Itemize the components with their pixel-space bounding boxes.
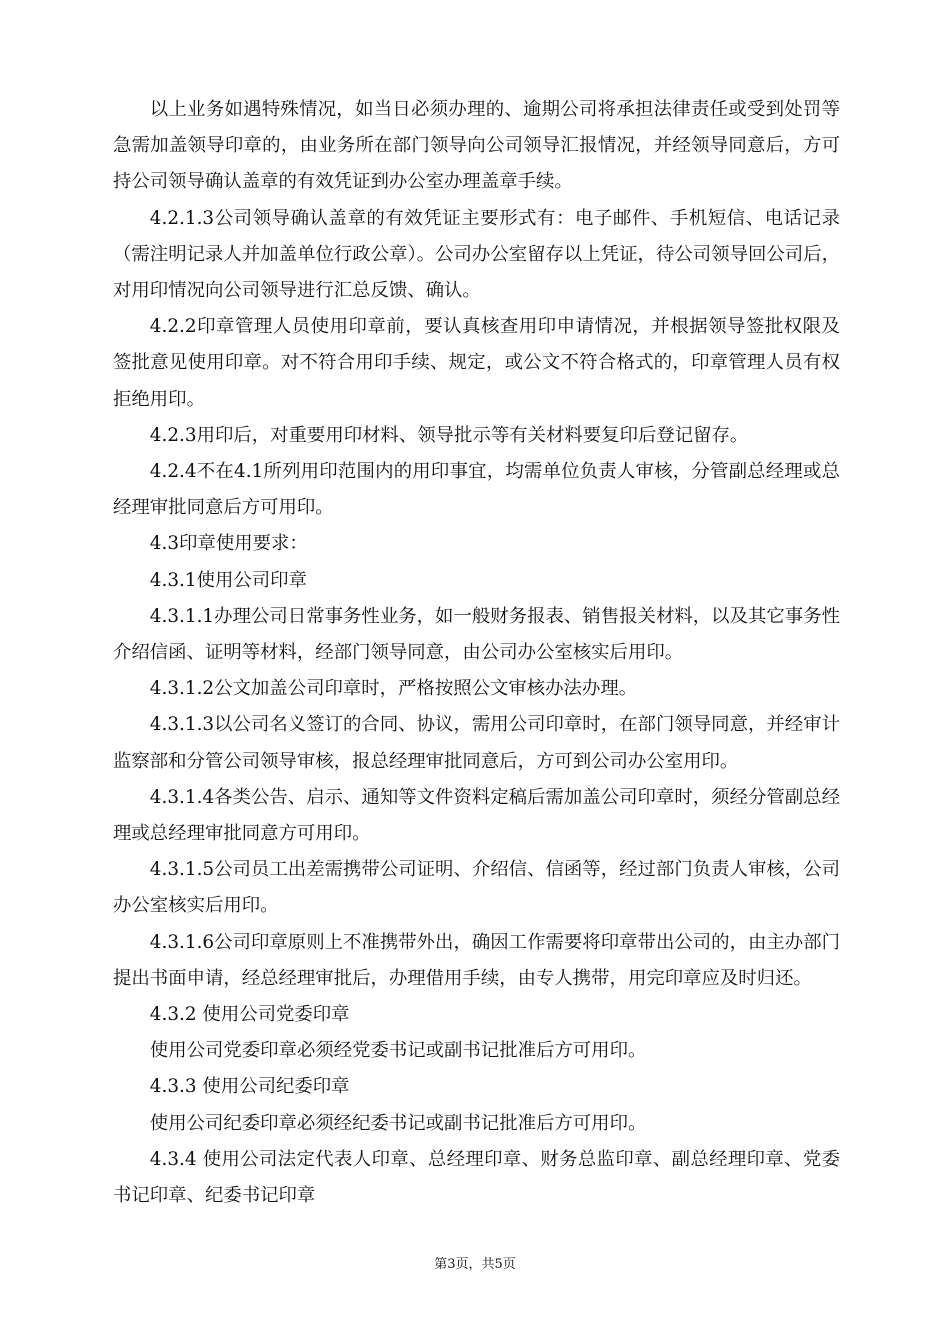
- paragraph-4-2-1-3: 4.2.1.3公司领导确认盖章的有效凭证主要形式有：电子邮件、手机短信、电话记录（需注明记录人并加盖单位行政公章）。公司办公室留存以上凭证，待公司领导回公司后，对用印情况向公司领导进行汇总反馈、确认。: [113, 207, 840, 302]
- heading-4-3-2: 4.3.2 使用公司党委印章: [149, 1004, 350, 1026]
- document-body: [113, 92, 840, 1214]
- paragraph-4-3-1-6: 4.3.1.6公司印章原则上不准携带外出，确因工作需要将印章带出公司的，由主办部门提出书面申请，经总经理审批后，办理借用手续，由专人携带，用完印章应及时归还。: [113, 931, 840, 989]
- paragraph-4-3-2-body: 使用公司党委印章必须经党委书记或副书记批准后方可用印。: [149, 1040, 647, 1062]
- heading-4-3-1: 4.3.1使用公司印章: [149, 569, 307, 591]
- paragraph-4-2-2: 4.2.2印章管理人员使用印章前，要认真核查用印申请情况，并根据领导签批权限及签批意见使用印章。对不符合用印手续、规定，或公文不符合格式的，印章管理人员有权拒绝用印。: [113, 316, 840, 410]
- heading-4-3-4: 4.3.4 使用公司法定代表人印章、总经理印章、财务总监印章、副总经理印章、党委书记印章、纪委书记印章: [113, 1148, 840, 1207]
- paragraph-4-3-1-3: 4.3.1.3以公司名义签订的合同、协议，需用公司印章时，在部门领导同意，并经审计监察部和分管公司领导审核，报总经理审批同意后，方可到公司办公室用印。: [113, 714, 840, 772]
- paragraph-4-3-1-2: 4.3.1.2公文加盖公司印章时，严格按照公文审核办法办理。: [149, 678, 638, 700]
- paragraph-4-2-4: 4.2.4不在4.1所列用印范围内的用印事宜，均需单位负责人审核，分管副总经理或总经理审批同意后方可用印。: [113, 461, 840, 519]
- heading-4-3-3: 4.3.3 使用公司纪委印章: [149, 1076, 350, 1098]
- heading-4-3: 4.3印章使用要求：: [149, 533, 308, 555]
- paragraph-special-cases: 以上业务如遇特殊情况，如当日必须办理的、逾期公司将承担法律责任或受到处罚等急需加盖领导印章的，由业务所在部门领导向公司领导汇报情况，并经领导同意后，方可持公司领导确认盖章的有效凭证到办公室办理盖章手续。: [113, 99, 840, 193]
- paragraph-4-3-1-4: 4.3.1.4各类公告、启示、通知等文件资料定稿后需加盖公司印章时，须经分管副总经理或总经理审批同意方可用印。: [113, 786, 840, 845]
- paragraph-4-3-1-5: 4.3.1.5公司员工出差需携带公司证明、介绍信、信函等，经过部门负责人审核，公司办公室核实后用印。: [113, 859, 840, 917]
- paragraph-4-3-3-body: 使用公司纪委印章必须经纪委书记或副书记批准后方可用印。: [149, 1112, 647, 1134]
- paragraph-4-3-1-1: 4.3.1.1办理公司日常事务性业务，如一般财务报表、销售报关材料，以及其它事务性介绍信函、证明等材料，经部门领导同意，由公司办公室核实后用印。: [113, 605, 840, 664]
- paragraph-4-2-3: 4.2.3用印后，对重要用印材料、领导批示等有关材料要复印后登记留存。: [149, 424, 749, 446]
- page-footer: 第3页，共5页: [434, 1257, 516, 1272]
